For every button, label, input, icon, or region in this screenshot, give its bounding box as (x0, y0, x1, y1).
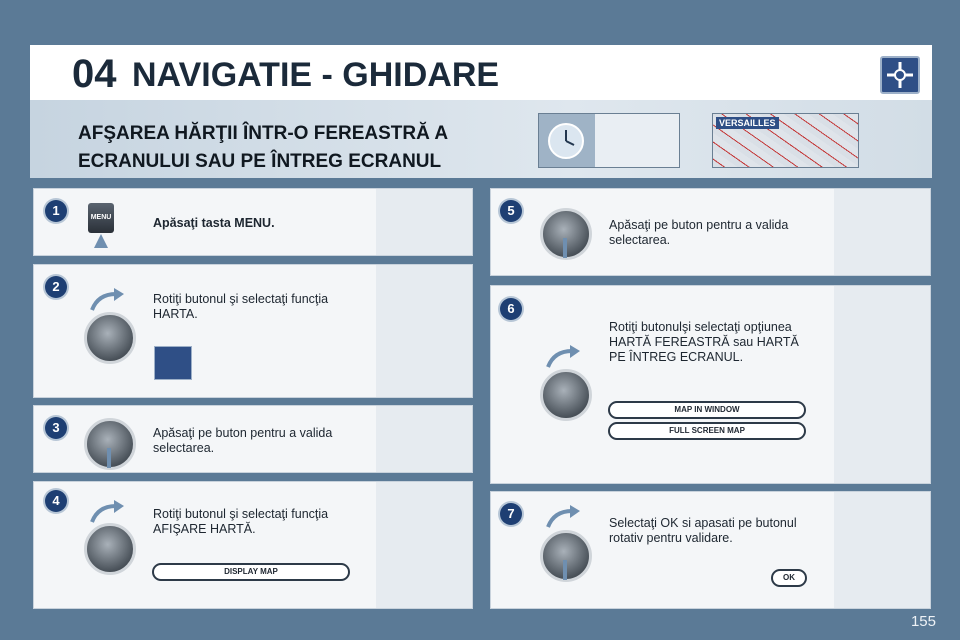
step-number-7: 7 (500, 503, 522, 525)
section-title: AFŞAREA HĂRŢII ÎNTR-O FEREASTRĂ A ECRANULUI SAU PE ÎNTREG ECRANUL (78, 123, 448, 172)
rotate-arrow-icon (90, 288, 124, 312)
control-panel-image (376, 482, 472, 608)
step-1-text: Apăsaţi tasta MENU. (153, 216, 275, 230)
menu-button-icon: MENU (88, 203, 114, 233)
display-map-option: DISPLAY MAP (152, 563, 350, 581)
step-number-5: 5 (500, 200, 522, 222)
map-in-window-option: MAP IN WINDOW (608, 401, 806, 419)
step-3-text: Apăsaţi pe buton pentru a valida selectarea. (153, 426, 333, 455)
step-5-text: Apăsaţi pe buton pentru a valida selectarea. (609, 218, 789, 247)
map-function-icon (154, 346, 192, 380)
control-panel-image (834, 492, 930, 608)
rotary-knob-icon (84, 523, 136, 575)
step-number-3: 3 (45, 417, 67, 439)
control-panel-image (834, 189, 930, 275)
full-map-thumbnail (712, 113, 859, 168)
control-panel-image (834, 286, 930, 483)
press-arrow-icon (563, 560, 567, 580)
press-arrow-icon (563, 238, 567, 258)
control-panel-image (376, 265, 472, 397)
step-2-text: Rotiţi butonul şi selectaţi funcţia HARTA. (153, 292, 329, 321)
step-4-text: Rotiţi butonul şi selectaţi funcţia AFIŞARE HARTĂ. (153, 507, 329, 536)
map-city-label: VERSAILLES (716, 117, 779, 129)
rotate-arrow-icon (546, 505, 580, 529)
rotary-knob-icon (540, 369, 592, 421)
clock-map-thumbnail (538, 113, 680, 168)
control-panel-image (376, 189, 472, 255)
control-panel-image (376, 406, 472, 472)
full-screen-map-option: FULL SCREEN MAP (608, 422, 806, 440)
chapter-number: 04 (72, 52, 117, 96)
rotate-arrow-icon (546, 345, 580, 369)
rotate-arrow-icon (90, 500, 124, 524)
rotary-knob-icon (84, 312, 136, 364)
step-6-text: Rotiţi butonulşi selectaţi opţiunea HARTĂ FEREASTRĂ sau HARTĂ PE ÎNTREG ECRANUL. (609, 320, 799, 364)
ok-option: OK (771, 569, 807, 587)
navigation-icon (880, 56, 920, 94)
page-number: 155 (910, 613, 936, 630)
step-number-2: 2 (45, 276, 67, 298)
step-number-4: 4 (45, 490, 67, 512)
step-7-text: Selectaţi OK si apasati pe butonul rotativ pentru validare. (609, 516, 797, 545)
step-number-1: 1 (45, 200, 67, 222)
press-arrow-icon (107, 448, 111, 468)
up-arrow-icon (94, 234, 108, 248)
page-title: NAVIGATIE - GHIDARE (132, 56, 500, 94)
step-number-6: 6 (500, 298, 522, 320)
